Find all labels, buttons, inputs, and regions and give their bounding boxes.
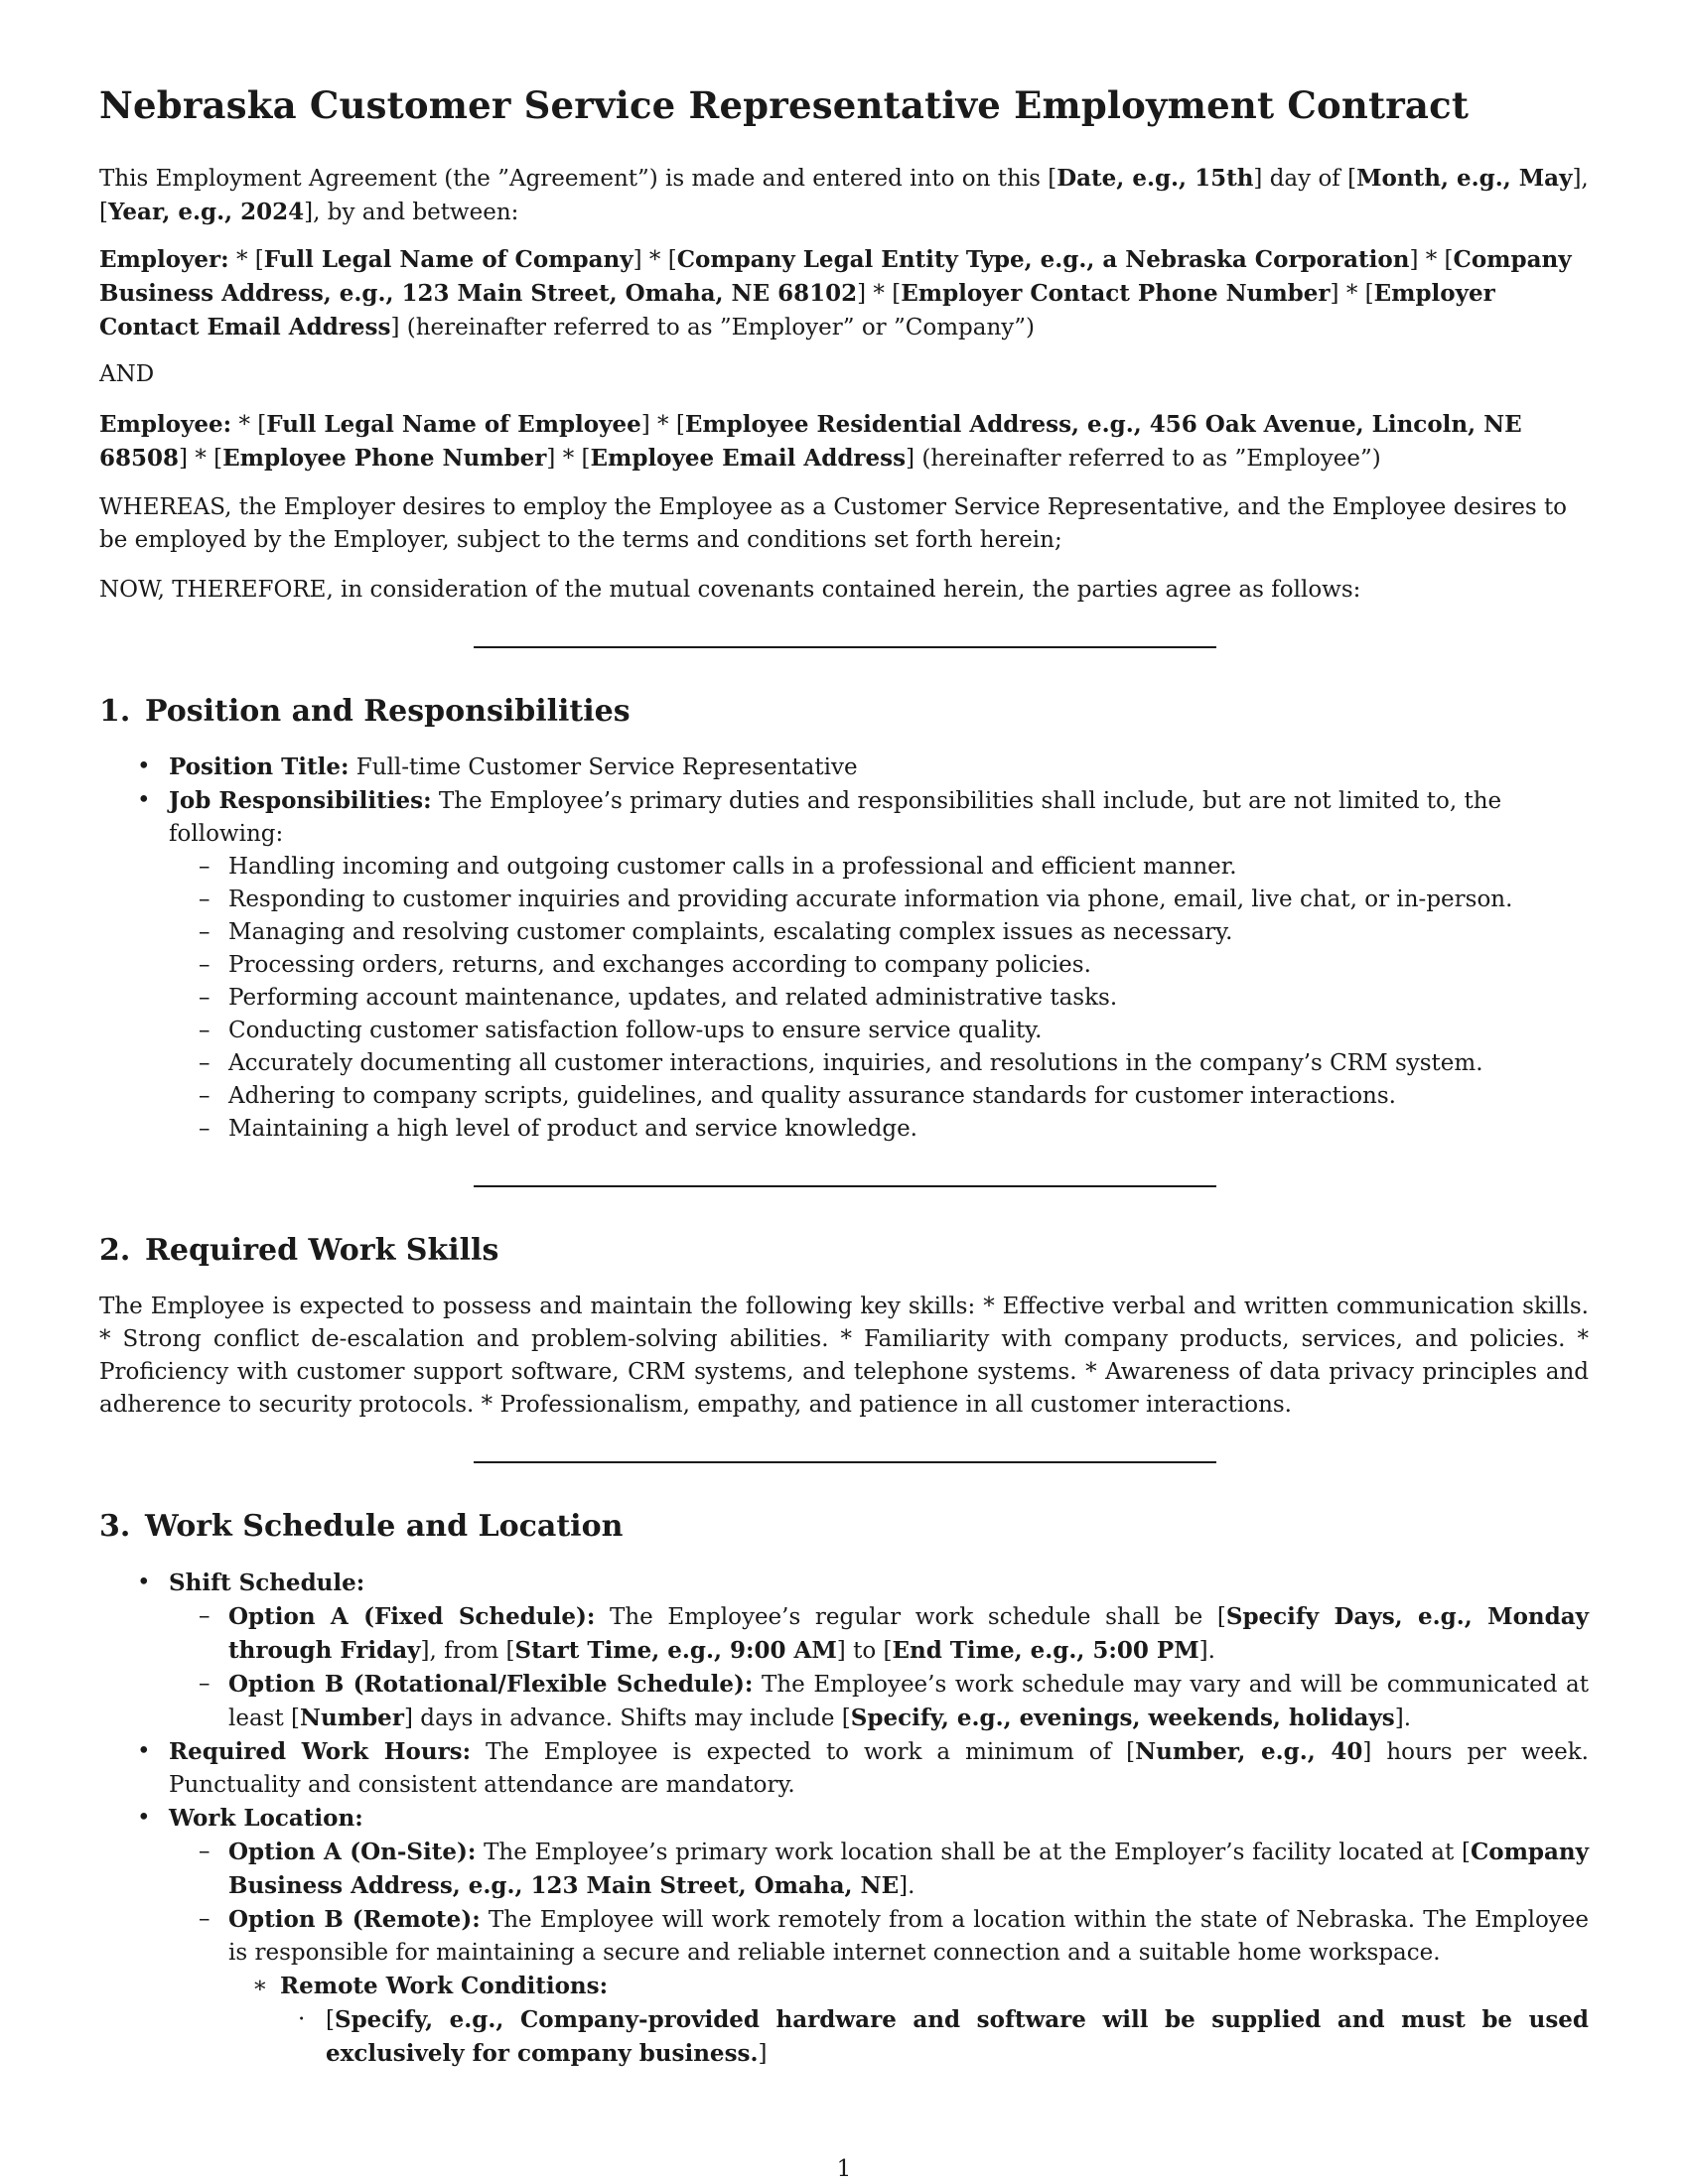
duty-item: – Accurately documenting all customer interactions, inquiries, and resolutions in the company’s CRM system. xyxy=(199,1050,1483,1076)
location-option-remote: – Option B (Remote): The Employee will work remotely from a location within the state of Nebraska. The Employee is responsible for maintaining a secure and reliable internet connection and a suitable home workspace. ∗ Remote Work Conditions: · [Specify, e.g., Company-provided hardware and software will be supplied and must be used exclusively for company business.] xyxy=(99,1903,1589,2071)
intro-paragraph: This Employment Agreement (the ”Agreement”) is made and entered into on this [Date, e.g., 15th] day of [Month, e.g., May], [Year, e.g., 2024], by and between: xyxy=(99,165,1589,225)
employee-name-placeholder: Full Legal Name of Employee xyxy=(266,411,641,438)
section-2-heading: 2. Required Work Skills xyxy=(99,1233,499,1268)
list-item: • Work Location: – Option A (On-Site): The Employee’s primary work location shall be at the Employer’s facility located at [Company Business Address, e.g., 123 Main Street, Omaha, NE]. – Option B (Remote): The Employee will work remotely from a location within the state of Nebraska. The Employee is responsible for maintaining a secure and reliable internet connection and a suitable home workspace. ∗ Remote Work Conditions: · [Specify, e.g., Company-provided hardware and software will be supplied and must be used exclusively for company business.] xyxy=(99,1802,1589,2071)
duty-item: – Maintaining a high level of product and service knowledge. xyxy=(199,1116,917,1142)
employer-block: Employer: * [Full Legal Name of Company] * [Company Legal Entity Type, e.g., a Nebraska Corporation] * [Company Business Address, e.g., 123 Main Street, Omaha, NE 68102] * [Employer Contact Phone Number] * [Employer Contact Email Address] (hereinafter referred to as ”Employer” or ”Company”) xyxy=(99,246,1572,341)
duty-item: – Processing orders, returns, and exchanges according to company policies. xyxy=(199,952,1091,978)
employer-phone-placeholder: Employer Contact Phone Number xyxy=(901,280,1331,307)
document-title: Nebraska Customer Service Representative Employment Contract xyxy=(99,83,1470,127)
now-therefore-paragraph: NOW, THEREFORE, in consideration of the mutual covenants contained herein, the parties agree as follows: xyxy=(99,577,1361,603)
remote-conditions-sublist xyxy=(99,2003,1589,2071)
remote-condition-detail: · [Specify, e.g., Company-provided hardware and software will be supplied and must be used exclusively for company business.] xyxy=(298,2006,1589,2067)
list-item: • Shift Schedule: – Option A (Fixed Schedule): The Employee’s regular work schedule shall be [Specify Days, e.g., Monday through Friday], from [Start Time, e.g., 9:00 AM] to [End Time, e.g., 5:00 PM]. – Option B (Rotational/Flexible Schedule): The Employee’s work schedule may vary and will be communicated at least [Number] days in advance. Shifts may include [Specify, e.g., evenings, weekends, holidays]. xyxy=(99,1567,1589,1735)
section-2-skills-paragraph: The Employee is expected to possess and maintain the following key skills: * Effective verbal and written communication skills. * Strong conflict de-escalation and problem-solving abilities. * Familiarity with company products, services, and policies. * Proficiency with customer support software, CRM systems, and telephone systems. * Awareness of data privacy principles and adherence to security protocols. * Professionalism, empathy, and patience in all customer interactions. xyxy=(99,1294,1589,1418)
year-placeholder: Year, e.g., 2024 xyxy=(107,199,305,225)
remote-conditions-item: ∗ Remote Work Conditions: · [Specify, e.g., Company-provided hardware and software will be supplied and must be used exclusively for company business.] xyxy=(99,1970,1589,2071)
shift-option-a: – Option A (Fixed Schedule): The Employee’s regular work schedule shall be [Specify Days, e.g., Monday through Friday], from [Start Time, e.g., 9:00 AM] to [End Time, e.g., 5:00 PM]. xyxy=(199,1603,1589,1664)
section-3-list xyxy=(99,1567,1589,2071)
section-divider xyxy=(474,1461,1216,1463)
section-divider xyxy=(474,646,1216,648)
employer-entity-placeholder: Company Legal Entity Type, e.g., a Nebraska Corporation xyxy=(676,246,1410,273)
shift-option-b: – Option B (Rotational/Flexible Schedule): The Employee’s work schedule may vary and will be communicated at least [Number] days in advance. Shifts may include [Specify, e.g., evenings, weekends, holidays]. xyxy=(199,1671,1590,1731)
employer-email-placeholder: Employer Contact Email Address xyxy=(99,280,1495,341)
section-1-list xyxy=(99,751,1589,1146)
employee-label: Employee: xyxy=(99,411,232,438)
page-number: 1 xyxy=(836,2156,852,2182)
employer-address-placeholder: Company Business Address, e.g., 123 Main Street, Omaha, NE 68102 xyxy=(99,246,1572,307)
location-option-onsite: – Option A (On-Site): The Employee’s primary work location shall be at the Employer’s facility located at [Company Business Address, e.g., 123 Main Street, Omaha, NE]. xyxy=(199,1839,1589,1899)
duty-item: – Performing account maintenance, updates, and related administrative tasks. xyxy=(199,985,1118,1011)
date-placeholder: Date, e.g., 15th xyxy=(1056,165,1254,192)
duty-item: – Handling incoming and outgoing customer calls in a professional and efficient manner. xyxy=(199,854,1237,880)
employer-label: Employer: xyxy=(99,246,229,273)
section-3-heading: 3. Work Schedule and Location xyxy=(99,1509,624,1544)
shift-options-list xyxy=(99,1600,1589,1735)
employee-address-placeholder: Employee Residential Address, e.g., 456 Oak Avenue, Lincoln, NE 68508 xyxy=(99,411,1522,472)
duty-item: – Adhering to company scripts, guidelines, and quality assurance standards for customer interactions. xyxy=(199,1083,1396,1109)
duty-item: – Conducting customer satisfaction follow-ups to ensure service quality. xyxy=(199,1018,1043,1043)
section-1-heading: 1. Position and Responsibilities xyxy=(99,694,631,729)
remote-conditions-list xyxy=(99,1970,1589,2071)
list-item: • Position Title: Full-time Customer Service Representative xyxy=(137,753,858,780)
location-options-list xyxy=(99,1836,1589,2071)
employer-name-placeholder: Full Legal Name of Company xyxy=(263,246,633,273)
list-item: • Required Work Hours: The Employee is expected to work a minimum of [Number, e.g., 40] hours per week. Punctuality and consistent attendance are mandatory. xyxy=(137,1738,1589,1798)
employee-block: Employee: * [Full Legal Name of Employee] * [Employee Residential Address, e.g., 456 Oak Avenue, Lincoln, NE 68508] * [Employee Phone Number] * [Employee Email Address] (hereinafter referred to as ”Employee”) xyxy=(99,411,1522,472)
whereas-paragraph: WHEREAS, the Employer desires to employ the Employee as a Customer Service Representative, and the Employee desires to be employed by the Employer, subject to the terms and conditions set forth herein; xyxy=(99,494,1568,553)
employee-email-placeholder: Employee Email Address xyxy=(590,445,907,472)
duty-item: – Managing and resolving customer complaints, escalating complex issues as necessary. xyxy=(199,919,1233,945)
list-item: • Job Responsibilities: The Employee’s primary duties and responsibilities shall include, but are not limited to, the following: – Handling incoming and outgoing customer calls in a professional and efficient manner. – Responding to customer inquiries and providing accurate information via phone, email, live chat, or in-person. – Managing and resolving customer complaints, escalating complex issues as necessary. – Processing orders, returns, and exchanges according to company policies. – Performing account maintenance, updates, and related administrative tasks. – Conducting customer satisfaction follow-ups to ensure service quality. – Accurately documenting all customer interactions, inquiries, and resolutions in the company’s CRM system. – Adhering to company scripts, guidelines, and quality assurance standards for customer interactions. – Maintaining a high level of product and service knowledge. xyxy=(99,784,1589,1146)
employee-phone-placeholder: Employee Phone Number xyxy=(222,445,547,472)
duties-list xyxy=(99,851,1589,1146)
month-placeholder: Month, e.g., May xyxy=(1356,165,1573,192)
and-text: AND xyxy=(99,361,155,387)
duty-item: – Responding to customer inquiries and providing accurate information via phone, email, live chat, or in-person. xyxy=(199,887,1513,912)
section-divider xyxy=(474,1185,1216,1187)
